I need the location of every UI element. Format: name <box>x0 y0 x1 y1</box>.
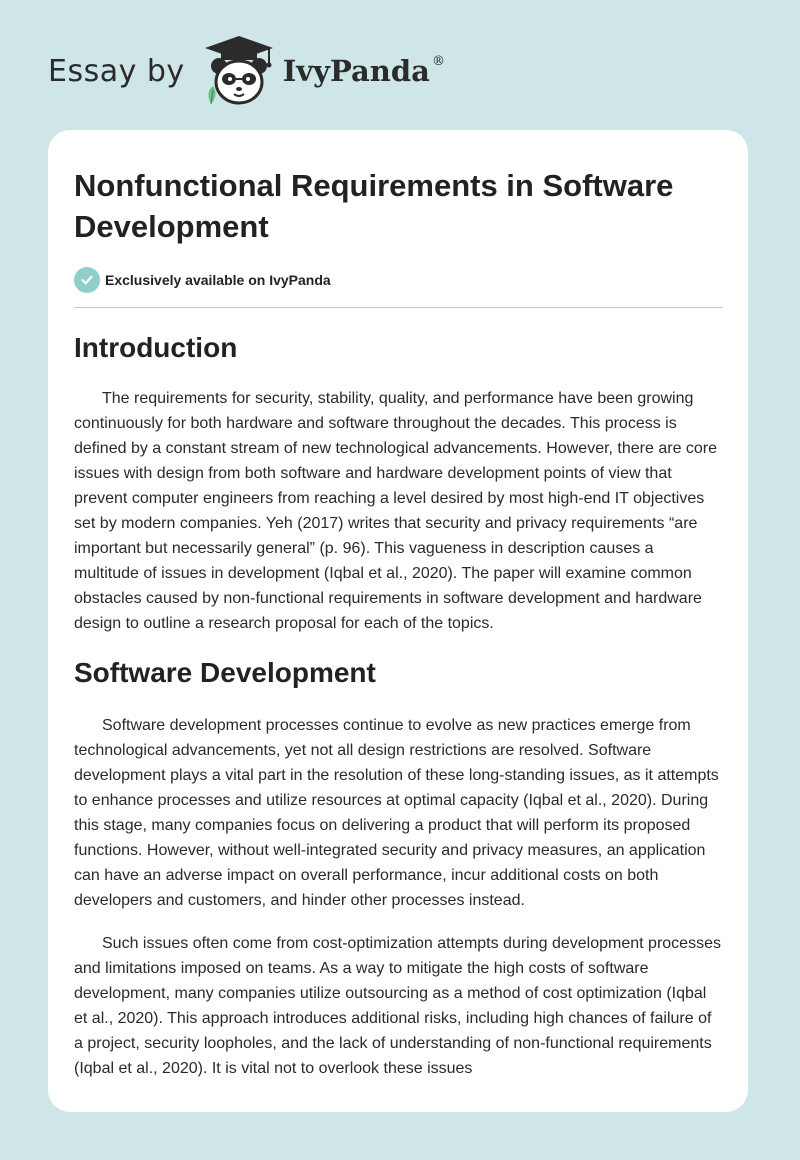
exclusive-badge-label: Exclusively available on IvyPanda <box>105 272 331 288</box>
paragraph: Software development processes continue to evolve as new practices emerge from technological advancements, yet not all design restrictions are resolved. Software development plays a vital part in the resolution of these long-standing issues, as it attempts to enhance processes and utilize resources at optimal capacity (Iqbal et al., 2020). During this stage, many companies focus on delivering a product that will perform its proposed functions. However, without well-integrated security and privacy measures, an application can have an adverse impact on overall performance, incur additional costs on both developers and customers, and hinder other processes instead. <box>74 717 719 909</box>
exclusive-badge <box>74 267 722 293</box>
check-circle-icon <box>74 267 100 293</box>
article-title: Nonfunctional Requirements in Software Development <box>74 168 674 244</box>
panda-graduate-icon <box>199 34 279 108</box>
paragraph: The requirements for security, stability, quality, and performance have been growing continuously for both hardware and software throughout the decades. This process is defined by a constant stream of new technological advancements. However, there are core issues with design from both software and hardware development points of view that prevent computer engineers from reaching a level desired by most high-end IT objectives set by modern companies. Yeh (2017) writes that security and privacy requirements “are important but necessarily general” (p. 96). This vagueness in description causes a multitude of issues in development (Iqbal et al., 2020). The paper will examine common obstacles caused by non-functional requirements in software development and hardware design to outline a research proposal for each of the topics. <box>74 390 718 632</box>
brand-prefix: Essay by <box>48 53 185 89</box>
title-divider <box>74 307 722 308</box>
paragraph: Such issues often come from cost-optimization attempts during development processes and limitations imposed on teams. As a way to mitigate the high costs of software development, many companies utilize outsourcing as a method of cost optimization (Iqbal et al., 2020). This approach introduces additional risks, including high chances of failure of a project, security loopholes, and the lack of understanding of non-functional requirements (Iqbal et al., 2020). It is vital not to overlook these issues <box>74 935 721 1077</box>
section-heading-software-development: Software Development <box>74 657 376 688</box>
brand-name: IvyPanda ® <box>282 54 445 88</box>
site-logo[interactable] <box>48 34 445 108</box>
section-heading-introduction: Introduction <box>74 332 238 363</box>
article-card <box>48 130 748 1112</box>
